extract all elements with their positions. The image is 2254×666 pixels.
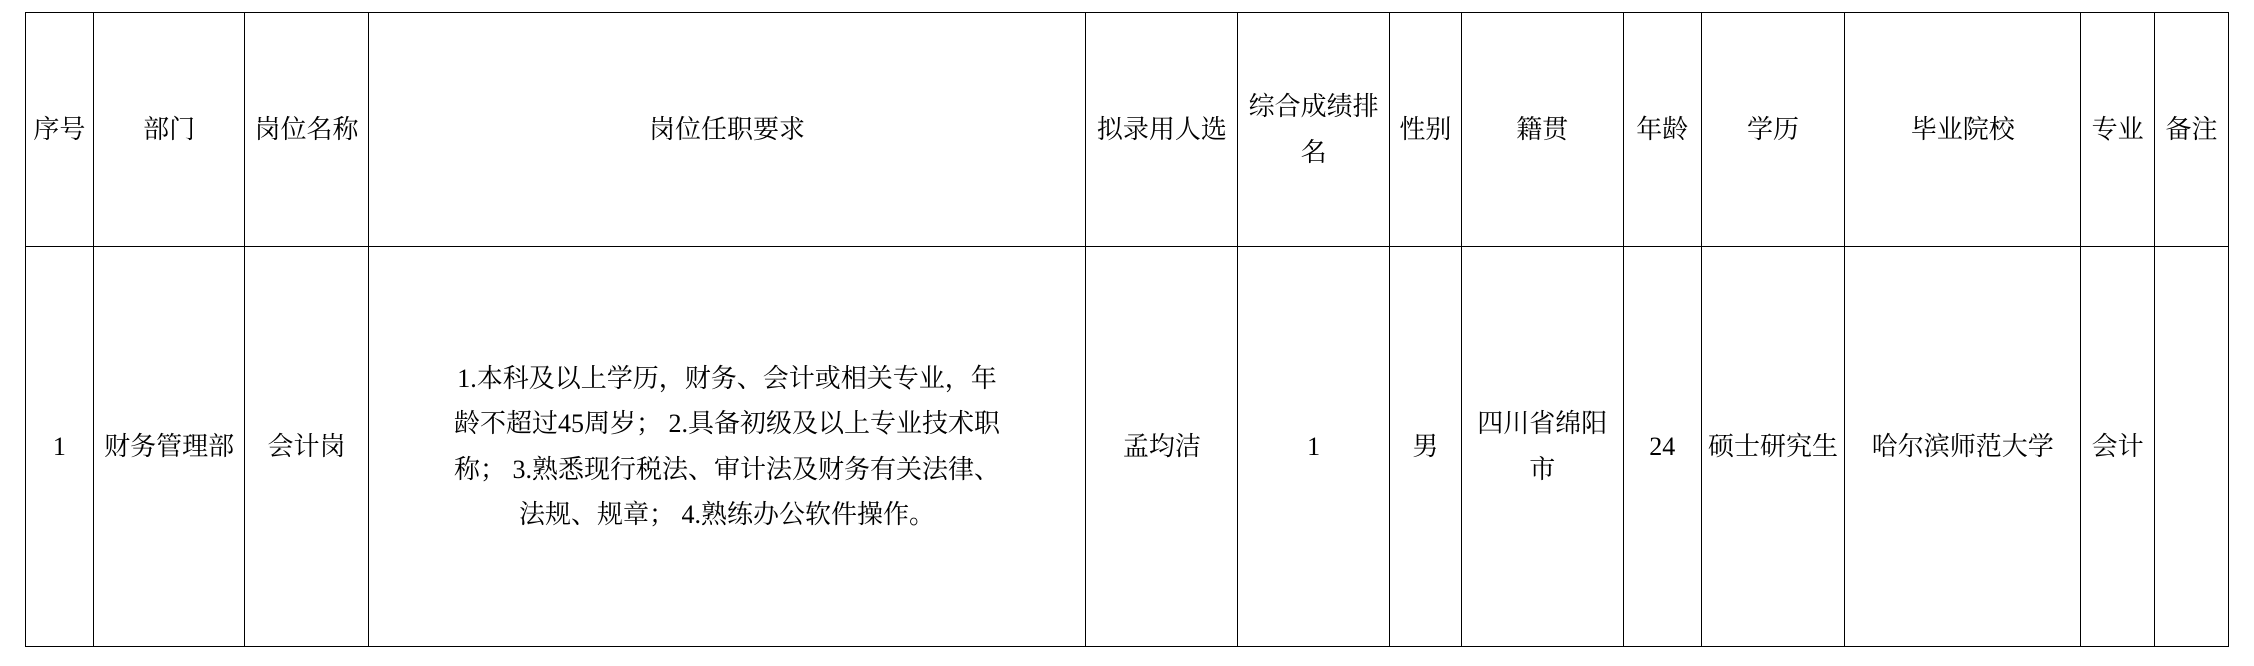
column-header-department: 部门 [93,13,245,247]
cell-age: 24 [1623,247,1701,647]
cell-gender: 男 [1390,247,1462,647]
column-header-score-rank: 综合成绩排名 [1238,13,1390,247]
requirement-line: 法规、规章； 4.熟练办公软件操作。 [518,500,935,529]
cell-candidate: 孟均洁 [1086,247,1238,647]
table-row [26,247,2229,647]
column-header-candidate: 拟录用人选 [1086,13,1238,247]
cell-native-place: 四川省绵阳市 [1461,247,1623,647]
column-header-requirements: 岗位任职要求 [368,13,1086,247]
cell-score-rank: 1 [1238,247,1390,647]
cell-seq: 1 [26,247,94,647]
column-header-school: 毕业院校 [1845,13,2081,247]
requirement-line: 1.本科及以上学历，财务、会计或相关专业，年 [457,363,997,393]
table-header-row [26,13,2229,247]
column-header-education: 学历 [1701,13,1845,247]
cell-major: 会计 [2081,247,2155,647]
column-header-seq: 序号 [26,13,94,247]
cell-note [2155,247,2229,647]
cell-school: 哈尔滨师范大学 [1845,247,2081,647]
column-header-major: 专业 [2081,13,2155,247]
requirement-line: 龄不超过45周岁； 2.具备初级及以上专业技术职 [453,409,1000,438]
column-header-gender: 性别 [1390,13,1462,247]
requirement-line: 称； 3.熟悉现行税法、审计法及财务有关法律、 [453,454,1000,484]
column-header-post-name: 岗位名称 [245,13,368,247]
recruitment-table [25,12,2229,647]
table-body [26,247,2229,647]
column-header-age: 年龄 [1623,13,1701,247]
cell-education: 硕士研究生 [1701,247,1845,647]
column-header-note: 备注 [2155,13,2229,247]
cell-department: 财务管理部 [93,247,245,647]
cell-post-name: 会计岗 [245,247,368,647]
column-header-native-place: 籍贯 [1461,13,1623,247]
cell-requirements [368,247,1086,647]
table-header [26,13,2229,247]
